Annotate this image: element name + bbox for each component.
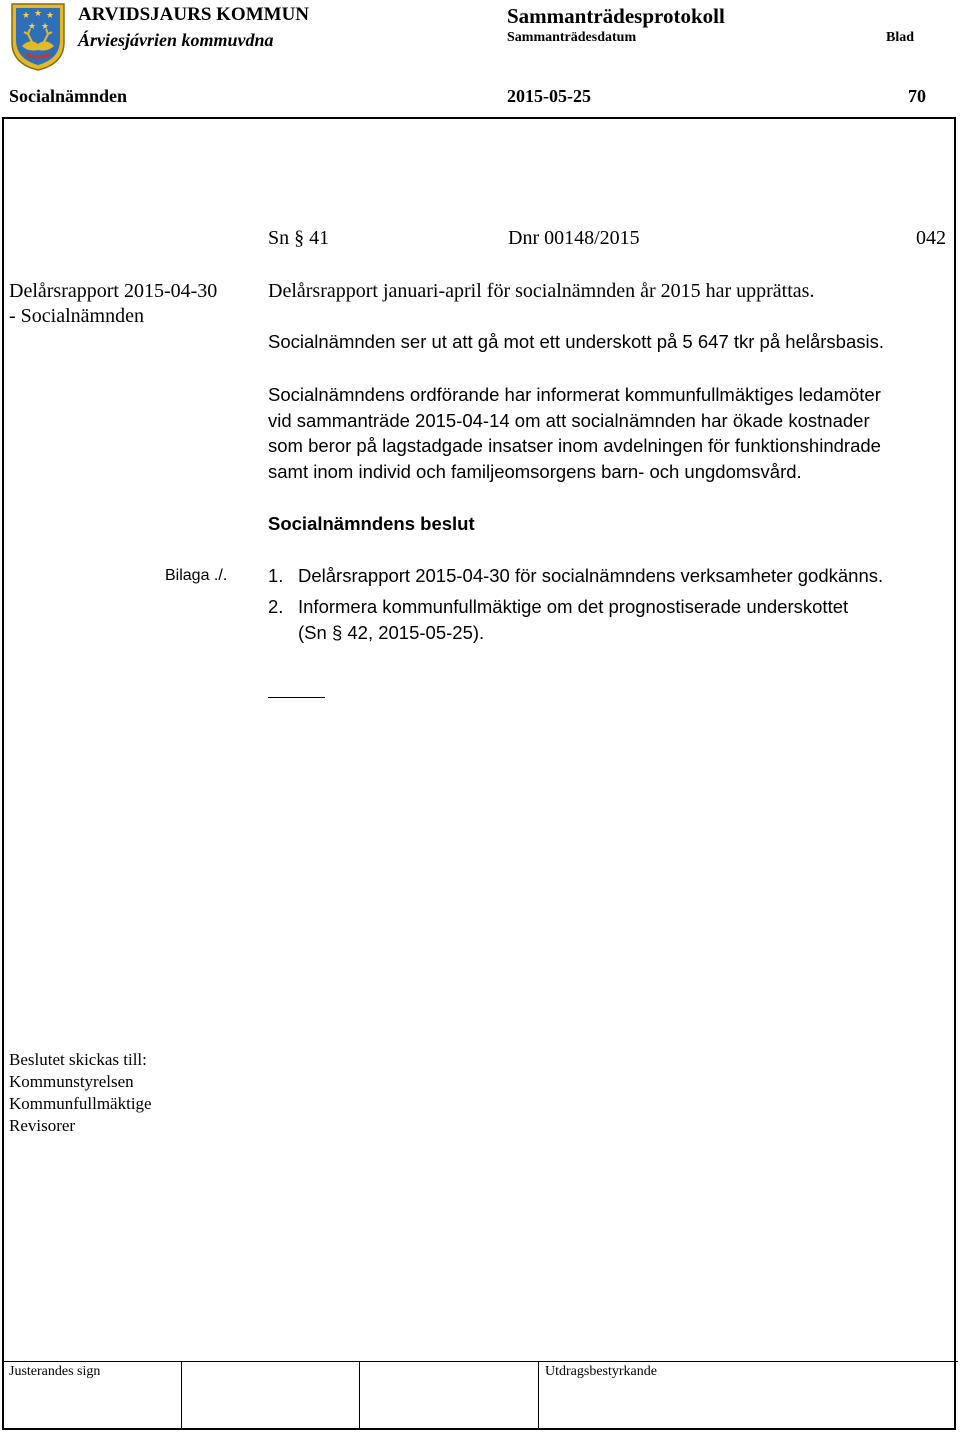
distribution-recipient: Kommunstyrelsen	[9, 1072, 134, 1091]
case-dnr: Dnr 00148/2015	[508, 227, 640, 249]
svg-text:★: ★	[22, 11, 31, 21]
extract-label: Utdragsbestyrkande	[545, 1364, 657, 1379]
ref-rest: 42, 2015-05-25).	[347, 622, 485, 643]
paragraph-line: Socialnämndens ordförande har informerat kommunfullmäktiges ledamöter	[268, 384, 881, 405]
case-title-line: - Socialnämnden	[9, 305, 144, 327]
attachment-label: Bilaga ./.	[165, 567, 228, 584]
distribution-recipient: Kommunfullmäktige	[9, 1094, 152, 1113]
org-name: ARVIDSJAURS KOMMUN	[78, 4, 310, 25]
signature-box-divider	[181, 1361, 182, 1430]
case-sn-prefix: Sn	[268, 227, 290, 249]
svg-text:★: ★	[34, 9, 43, 19]
paragraph-line: samt inom individ och familjeomsorgens barn- och ungdomsvård.	[268, 461, 802, 482]
case-title-line: Delårsrapport 2015-04-30	[9, 280, 218, 302]
date-label: Sammanträdesdatum	[507, 30, 637, 45]
paragraph-line: som beror på lagstadgade insatser inom avdelningen för funktionshindrade	[268, 435, 881, 456]
sign-label: Justerandes sign	[9, 1364, 101, 1379]
svg-text:★: ★	[46, 11, 55, 21]
list-item-text: Delårsrapport 2015-04-30 för socialnämndens verksamheter godkänns.	[298, 565, 884, 586]
ref-prefix: (Sn	[298, 622, 327, 643]
section-sign: §	[331, 622, 343, 643]
svg-text:★: ★	[28, 22, 37, 32]
list-item-text	[298, 622, 484, 644]
case-number	[268, 227, 329, 250]
distribution-recipient: Revisorer	[9, 1116, 76, 1135]
distribution-heading: Beslutet skickas till:	[9, 1050, 147, 1069]
signature-divider	[2, 1361, 958, 1362]
case-code: 042	[916, 227, 946, 249]
list-item-number: 1.	[268, 565, 284, 586]
doc-title: Sammanträdesprotokoll	[507, 4, 725, 28]
body-name: Socialnämnden	[9, 86, 128, 106]
meeting-date: 2015-05-25	[507, 86, 591, 106]
signature-box-divider	[359, 1361, 360, 1430]
paragraph: Delårsrapport januari-april för socialnämnden år 2015 har upprättas.	[268, 280, 815, 302]
signature-box-divider	[538, 1361, 539, 1430]
coat-of-arms-icon	[8, 2, 68, 72]
list-item-number: 2.	[268, 596, 284, 617]
paragraph-line: vid sammanträde 2015-04-14 om att socialnämnden har ökade kostnader	[268, 410, 870, 431]
end-rule	[268, 697, 325, 698]
section-sign: §	[294, 227, 305, 249]
svg-text:★: ★	[41, 22, 50, 32]
page-number: 70	[908, 86, 926, 106]
page-frame	[2, 117, 956, 1430]
case-sn-number: 41	[309, 227, 330, 249]
paragraph: Socialnämnden ser ut att gå mot ett underskott på 5 647 tkr på helårsbasis.	[268, 331, 884, 352]
page-label: Blad	[886, 30, 915, 45]
org-name-sami: Árviesjávrien kommuvdna	[78, 30, 274, 50]
list-item-text: Informera kommunfullmäktige om det prognostiserade underskottet	[298, 596, 849, 617]
decision-heading: Socialnämndens beslut	[268, 513, 475, 534]
